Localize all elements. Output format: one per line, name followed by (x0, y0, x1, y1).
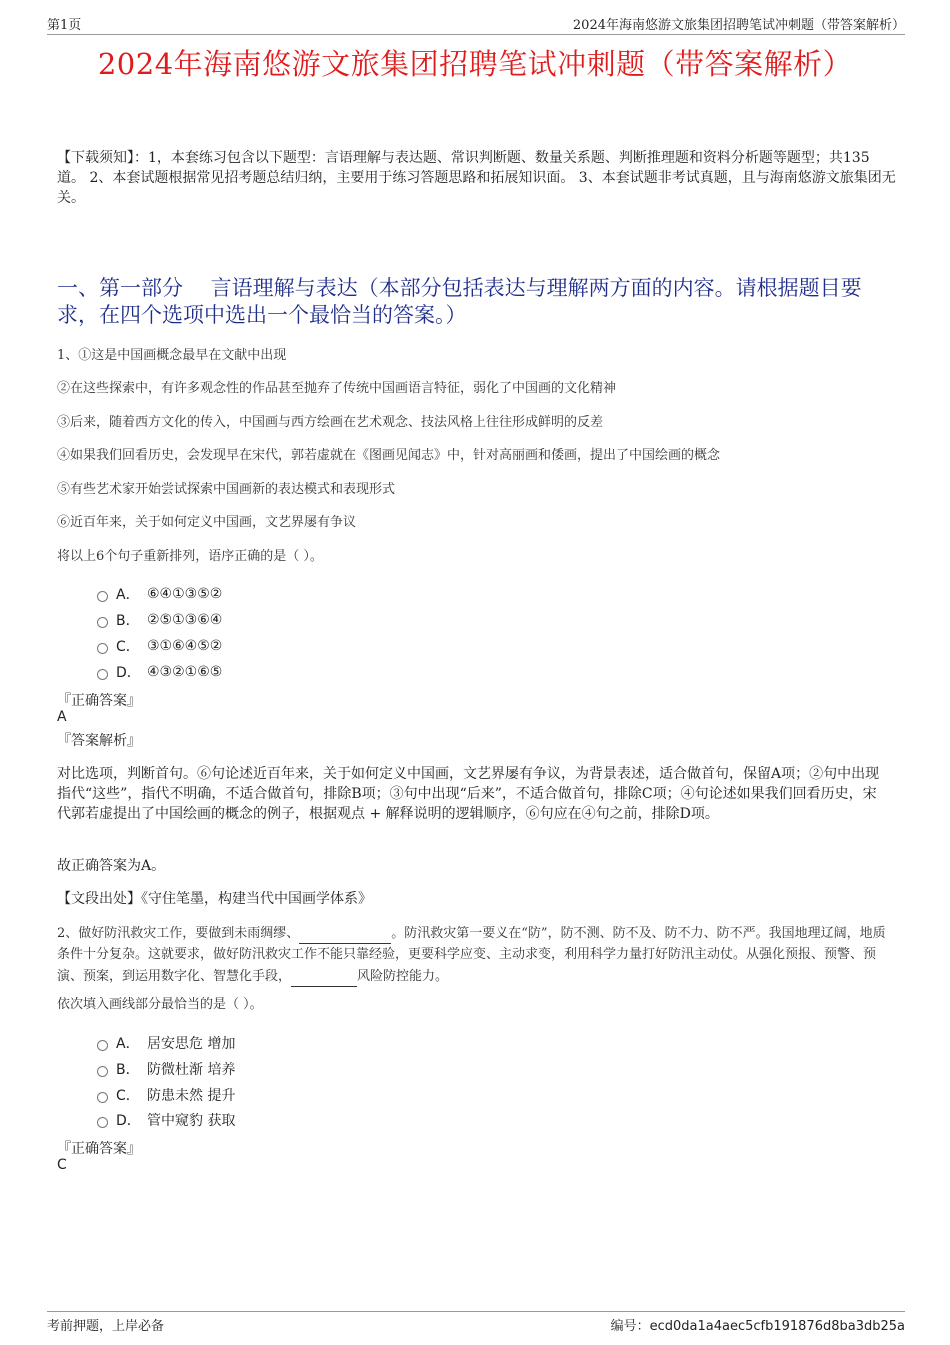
fill-blank-1 (299, 922, 391, 944)
q2-text-a: 2、做好防汛救灾工作，要做到未雨绸缪、 (57, 926, 300, 941)
page-number: 第1页 (47, 18, 82, 33)
q2-prompt: 依次填入画线部分最恰当的是（ ）。 (57, 997, 263, 1012)
q2-option-b[interactable] (97, 1059, 235, 1079)
option-letter: D． (116, 665, 141, 681)
footer-code-label: 编号： (610, 1319, 650, 1334)
option-text: ②⑤①③⑥④ (147, 612, 223, 628)
option-text: 防患未然 提升 (147, 1088, 236, 1104)
radio-button[interactable] (97, 1117, 108, 1128)
option-text: 居安思危 增加 (147, 1036, 236, 1052)
option-letter: A． (116, 587, 140, 603)
q1-source: 【文段出处】《守住笔墨，构建当代中国画学体系》 (57, 891, 372, 907)
q1-line: ②在这些探索中，有许多观念性的作品甚至抛弃了传统中国画语言特征，弱化了中国画的文化精神 (57, 381, 617, 396)
option-text: 防微杜渐 培养 (147, 1062, 236, 1078)
option-letter: C． (116, 1088, 140, 1104)
document-title: 2024年海南悠游文旅集团招聘笔试冲刺题（带答案解析） (97, 47, 853, 81)
q2-answer-label: 『正确答案』 (57, 1141, 141, 1157)
page-header (47, 12, 905, 35)
fill-blank-2 (291, 965, 357, 987)
q2-answer: C (57, 1157, 67, 1173)
page-footer (47, 1311, 905, 1337)
option-letter: D． (116, 1113, 141, 1129)
q2-text-b: 。防汛救灾第一要义在“防”，防不测、防不及、防不力、防不严。我国地理辽阔，地质条件十分复杂。这就要求，做好防汛救灾工作不能只靠经验，更要科学应变、主动求变，利用科学力量打好防汛主动仗。从强化预报、预警、预演、预案，到运用数字化、智慧化手段， (57, 926, 886, 984)
q2-text-c: 风险防控能力。 (357, 969, 449, 984)
radio-button[interactable] (97, 643, 108, 654)
q1-answer-label: 『正确答案』 (57, 693, 141, 709)
radio-button[interactable] (97, 1040, 108, 1051)
q1-option-c[interactable] (97, 636, 222, 656)
radio-button[interactable] (97, 1066, 108, 1077)
q1-analysis: 对比选项，判断首句。⑥句论述近百年来，关于如何定义中国画，文艺界屡有争议，为背景表述，适合做首句，保留A项；②句中出现指代“这些”，指代不明确，不适合做首句，排除B项；③句中出现“后来”，不适合做首句，排除C项；④句论述如果我们回看历史，宋代郭若虚提出了中国绘画的概念的例子，根据观点 + 解释说明的逻辑顺序，⑥句应在④句之前，排除D项。 (57, 766, 880, 822)
option-letter: B． (116, 1062, 140, 1078)
q1-prompt: 将以上6个句子重新排列，语序正确的是（ ）。 (57, 549, 323, 564)
header-doc-title: 2024年海南悠游文旅集团招聘笔试冲刺题（带答案解析） (572, 18, 905, 33)
footer-code-value: ecd0da1a4aec5cfb191876d8ba3db25a (649, 1319, 905, 1334)
q2-option-a[interactable] (97, 1033, 235, 1053)
q1-line: ⑤有些艺术家开始尝试探索中国画新的表达模式和表现形式 (57, 482, 396, 497)
option-letter: C． (116, 639, 140, 655)
download-notice: 【下载须知】：1，本套练习包含以下题型：言语理解与表达题、常识判断题、数量关系题、判断推理题和资料分析题等题型；共135道。 2、本套试题根据常见招考题总结归纳，主要用于练习答题思路和拓展知识面。 3、本套试题非考试真题，且与海南悠游文旅集团无关。 (57, 150, 896, 206)
q1-option-a[interactable] (97, 584, 222, 604)
radio-button[interactable] (97, 591, 108, 602)
q2-option-d[interactable] (97, 1110, 235, 1130)
q1-conclusion: 故正确答案为A。 (57, 858, 166, 874)
q1-line: ⑥近百年来，关于如何定义中国画，文艺界屡有争议 (57, 515, 357, 530)
option-text: ④③②①⑥⑤ (147, 664, 223, 680)
q1-option-b[interactable] (97, 610, 222, 630)
q1-line: 1、①这是中国画概念最早在文献中出现 (57, 348, 287, 363)
footer-slogan: 考前押题，上岸必备 (47, 1319, 165, 1334)
radio-button[interactable] (97, 617, 108, 628)
section-heading: 一、第一部分 言语理解与表达（本部分包括表达与理解两方面的内容。请根据题目要求，在四个选项中选出一个最恰当的答案。） (57, 276, 862, 327)
option-text: 管中窥豹 获取 (147, 1113, 236, 1129)
q1-line: ③后来，随着西方文化的传入，中国画与西方绘画在艺术观念、技法风格上往往形成鲜明的反差 (57, 415, 604, 430)
option-letter: B． (116, 613, 140, 629)
footer-code (611, 1315, 905, 1334)
option-text: ③①⑥④⑤② (147, 638, 223, 654)
q1-option-d[interactable] (97, 662, 222, 682)
q2-option-c[interactable] (97, 1085, 235, 1105)
q2-stem (57, 922, 897, 987)
q1-line: ④如果我们回看历史，会发现早在宋代，郭若虚就在《图画见闻志》中，针对高丽画和倭画，提出了中国绘画的概念 (57, 448, 721, 463)
option-letter: A． (116, 1036, 140, 1052)
radio-button[interactable] (97, 1092, 108, 1103)
option-text: ⑥④①③⑤② (147, 586, 223, 602)
radio-button[interactable] (97, 669, 108, 680)
q1-analysis-label: 『答案解析』 (57, 733, 141, 749)
q1-answer: A (57, 709, 67, 725)
